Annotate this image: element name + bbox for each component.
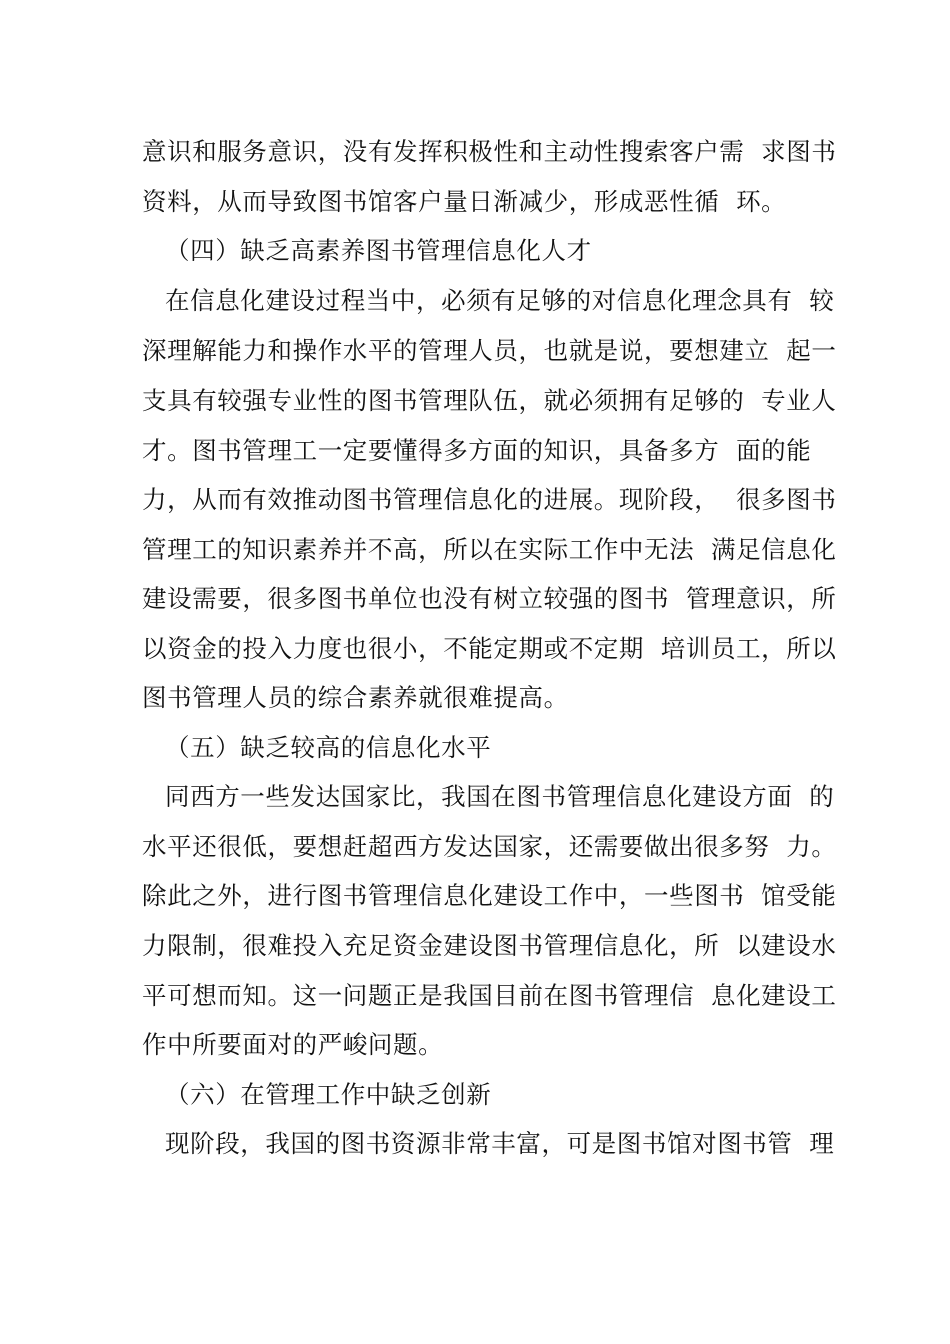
body-text-line: 支具有较强专业性的图书管理队伍，就必须拥有足够的 专业人 <box>142 386 837 415</box>
body-text-line: 管理工的知识素养并不高，所以在实际工作中无法 满足信息化 <box>142 535 837 564</box>
body-text-line: 建设需要，很多图书单位也没有树立较强的图书 管理意识，所 <box>142 584 837 613</box>
body-text-line: 水平还很低，要想赶超西方发达国家，还需要做出很多努 力。 <box>142 832 837 861</box>
body-text-line: 以资金的投入力度也很小，不能定期或不定期 培训员工，所以 <box>142 634 837 663</box>
body-text-line: 现阶段，我国的图书资源非常丰富，可是图书馆对图书管 理 <box>165 1129 835 1158</box>
body-text-line: 在信息化建设过程当中，必须有足够的对信息化理念具有 较 <box>165 286 835 315</box>
section-heading: （六）在管理工作中缺乏创新 <box>165 1080 492 1109</box>
body-text-line: 力限制，很难投入充足资金建设图书管理信息化，所 以建设水 <box>142 931 837 960</box>
body-text-line: 深理解能力和操作水平的管理人员，也就是说，要想建立 起一 <box>142 336 837 365</box>
body-text-line: 力，从而有效推动图书管理信息化的进展。现阶段， 很多图书 <box>142 485 837 514</box>
body-text-line: 作中所要面对的严峻问题。 <box>142 1030 444 1059</box>
body-text-line: 同西方一些发达国家比，我国在图书管理信息化建设方面 的 <box>165 782 835 811</box>
body-text-line: 平可想而知。这一问题正是我国目前在图书管理信 息化建设工 <box>142 981 837 1010</box>
body-text-line: 意识和服务意识，没有发挥积极性和主动性搜索客户需 求图书 <box>142 137 837 166</box>
body-text-line: 资料，从而导致图书馆客户量日渐减少，形成恶性循 环。 <box>142 187 787 216</box>
section-heading: （五）缺乏较高的信息化水平 <box>165 733 492 762</box>
body-text-line: 除此之外，进行图书管理信息化建设工作中，一些图书 馆受能 <box>142 881 837 910</box>
body-text-line: 才。图书管理工一定要懂得多方面的知识，具备多方 面的能 <box>142 436 812 465</box>
body-text-line: 图书管理人员的综合素养就很难提高。 <box>142 683 569 712</box>
section-heading: （四）缺乏高素养图书管理信息化人才 <box>165 236 592 265</box>
